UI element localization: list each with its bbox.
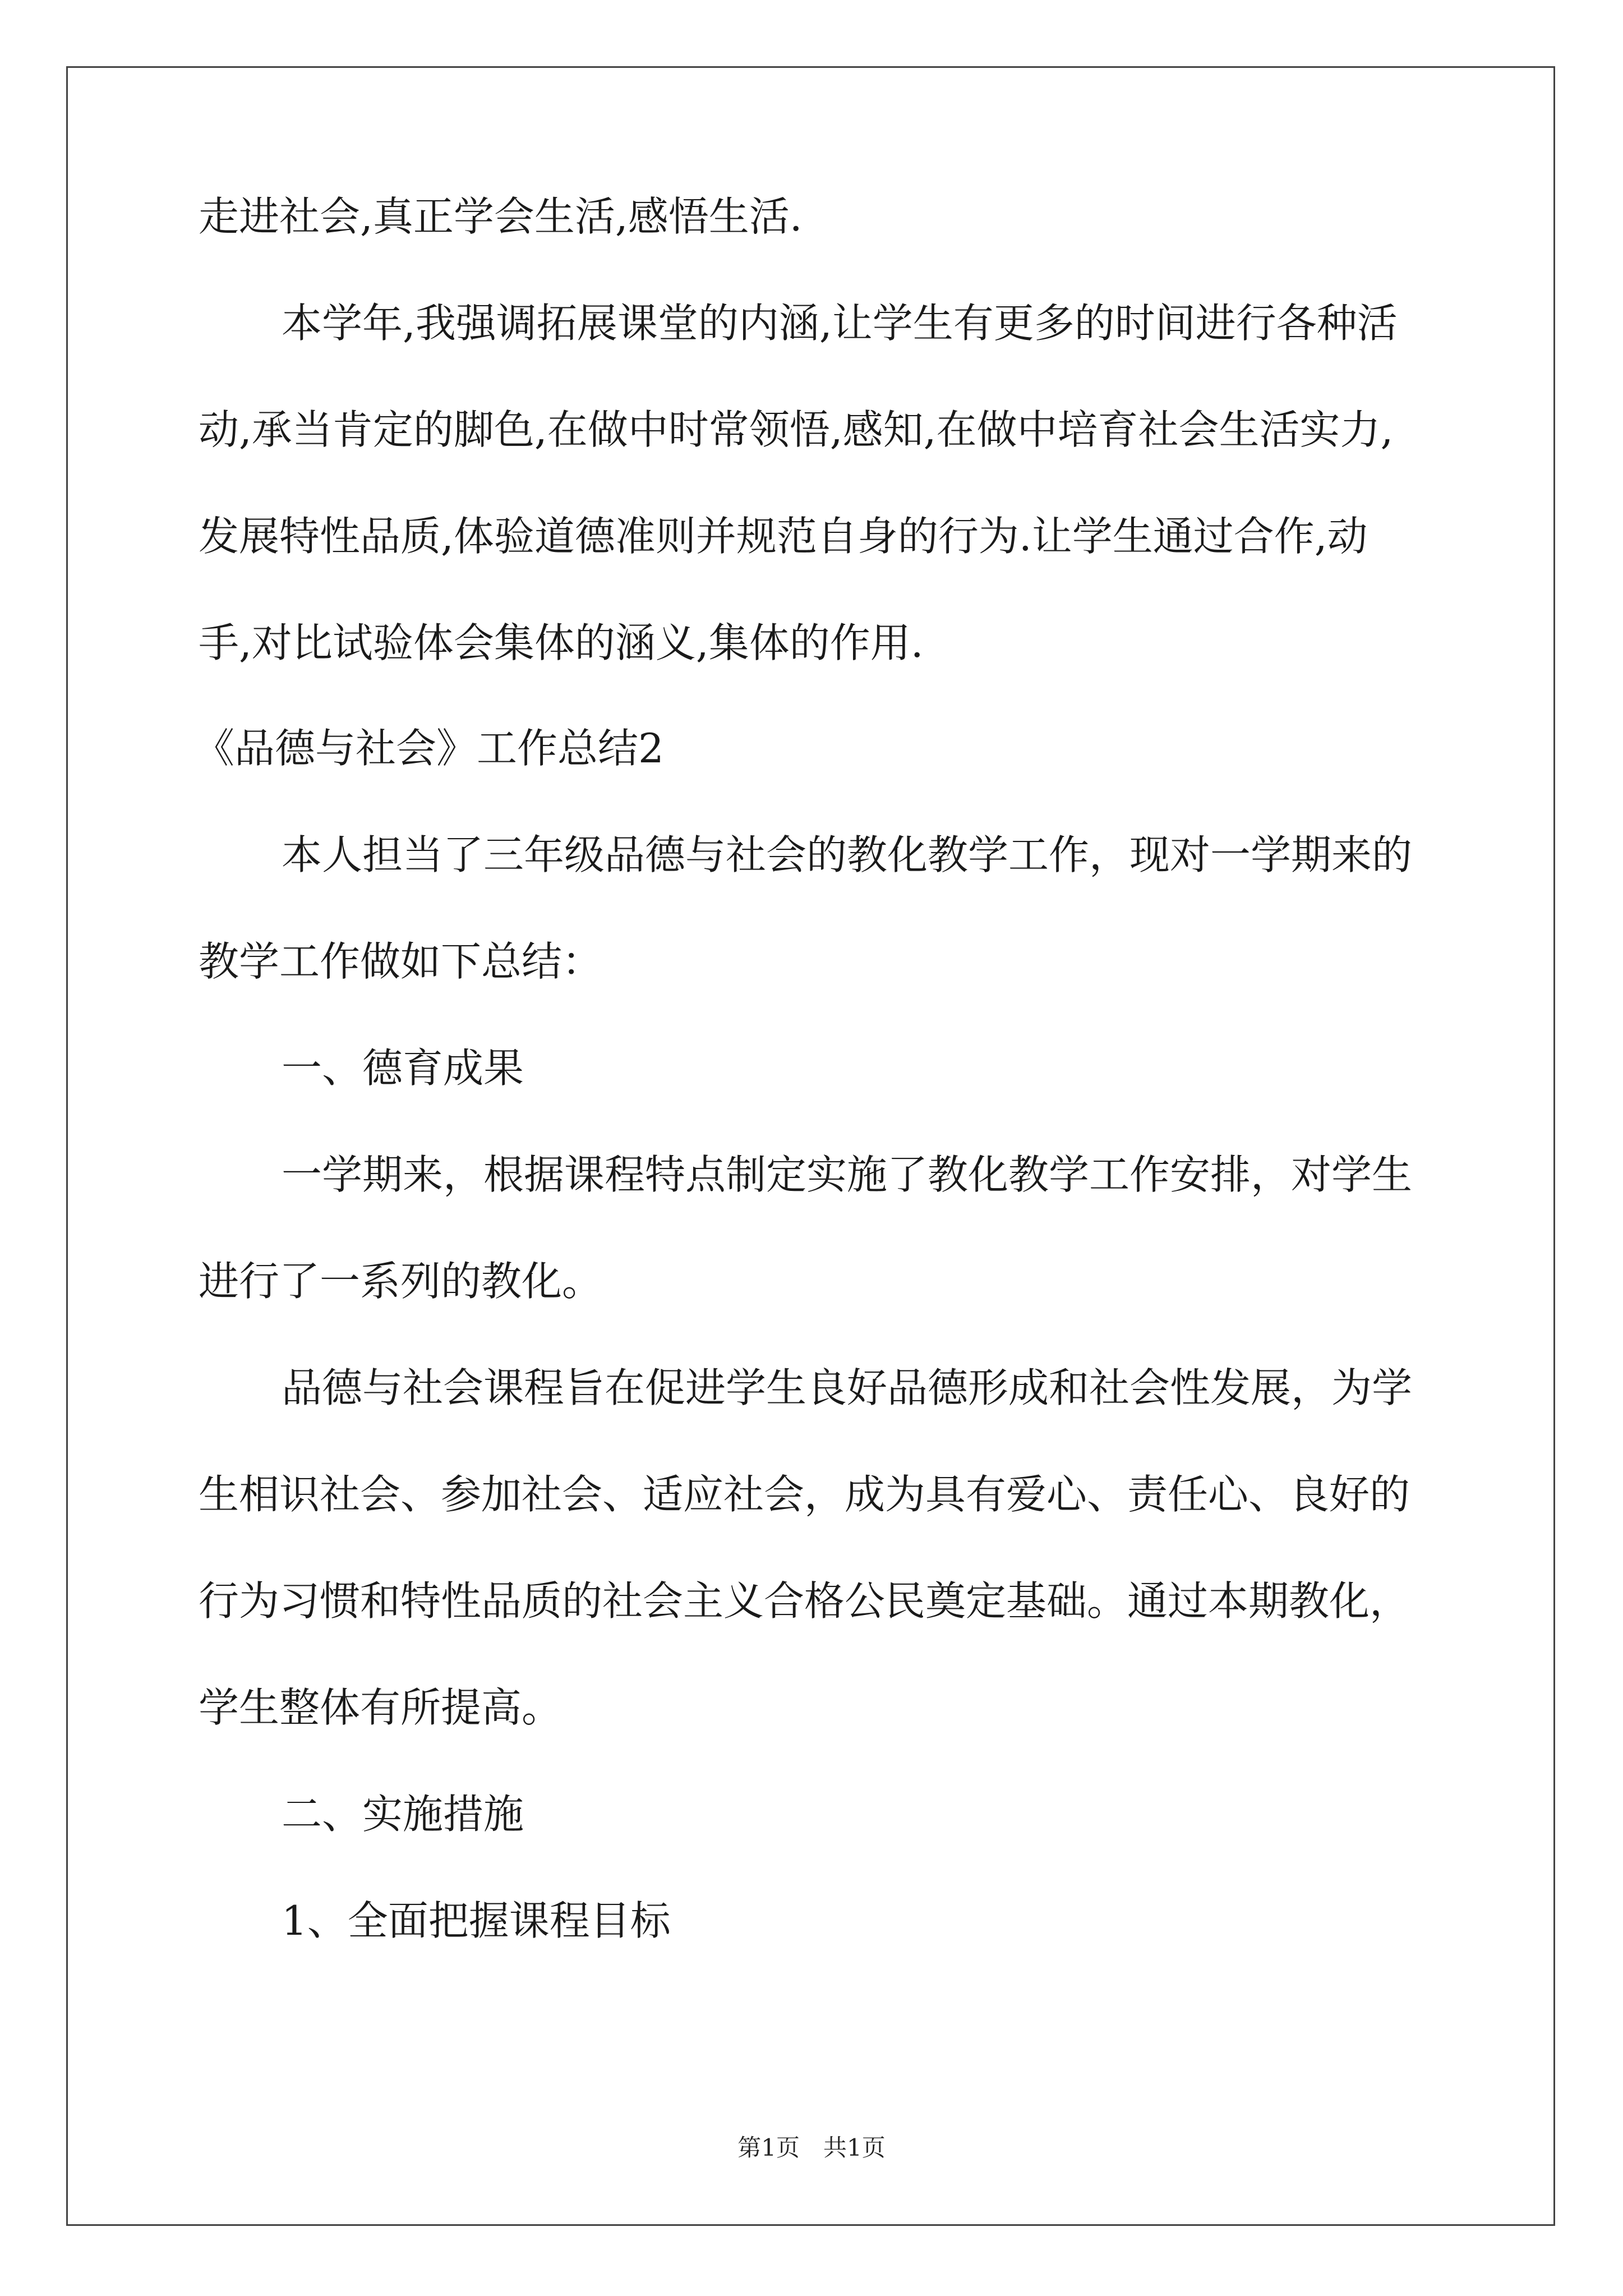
text-line-8: 教学工作做如下总结：: [199, 938, 603, 985]
subheading-measures: 二、实施措施: [282, 1791, 524, 1838]
section-heading: 《品德与社会》工作总结2: [194, 725, 664, 772]
text-line-12: 品德与社会课程旨在促进学生良好品德形成和社会性发展，为学: [282, 1364, 1413, 1411]
subheading-moral-results: 一、德育成果: [282, 1045, 524, 1092]
text-line-14: 行为习惯和特性品质的社会主义合格公民奠定基础。通过本期教化，: [199, 1577, 1410, 1625]
text-line-4: 发展特性品质,体验道德准则并规范自身的行为.让学生通过合作,动: [199, 513, 1368, 560]
text-line-2: 本学年,我强调拓展课堂的内涵,让学生有更多的时间进行各种活: [282, 300, 1398, 347]
text-line-1: 走进社会,真正学会生活,感悟生活.: [199, 193, 803, 240]
text-line-7: 本人担当了三年级品德与社会的教化教学工作，现对一学期来的: [282, 831, 1413, 878]
text-line-13: 生相识社会、参加社会、适应社会，成为具有爱心、责任心、良好的: [199, 1471, 1410, 1518]
text-line-10: 一学期来，根据课程特点制定实施了教化教学工作安排，对学生: [282, 1151, 1413, 1198]
text-line-3: 动,承当肯定的脚色,在做中时常领悟,感知,在做中培育社会生活实力,: [199, 406, 1394, 453]
text-line-11: 进行了一系列的教化。: [199, 1258, 603, 1305]
text-line-15: 学生整体有所提高。: [199, 1684, 562, 1731]
subheading-course-goals: 1、全面把握课程目标: [282, 1897, 671, 1944]
page-number-footer: 第1页 共1页: [737, 2134, 886, 2161]
text-line-5: 手,对比试验体会集体的涵义,集体的作用.: [199, 619, 924, 666]
